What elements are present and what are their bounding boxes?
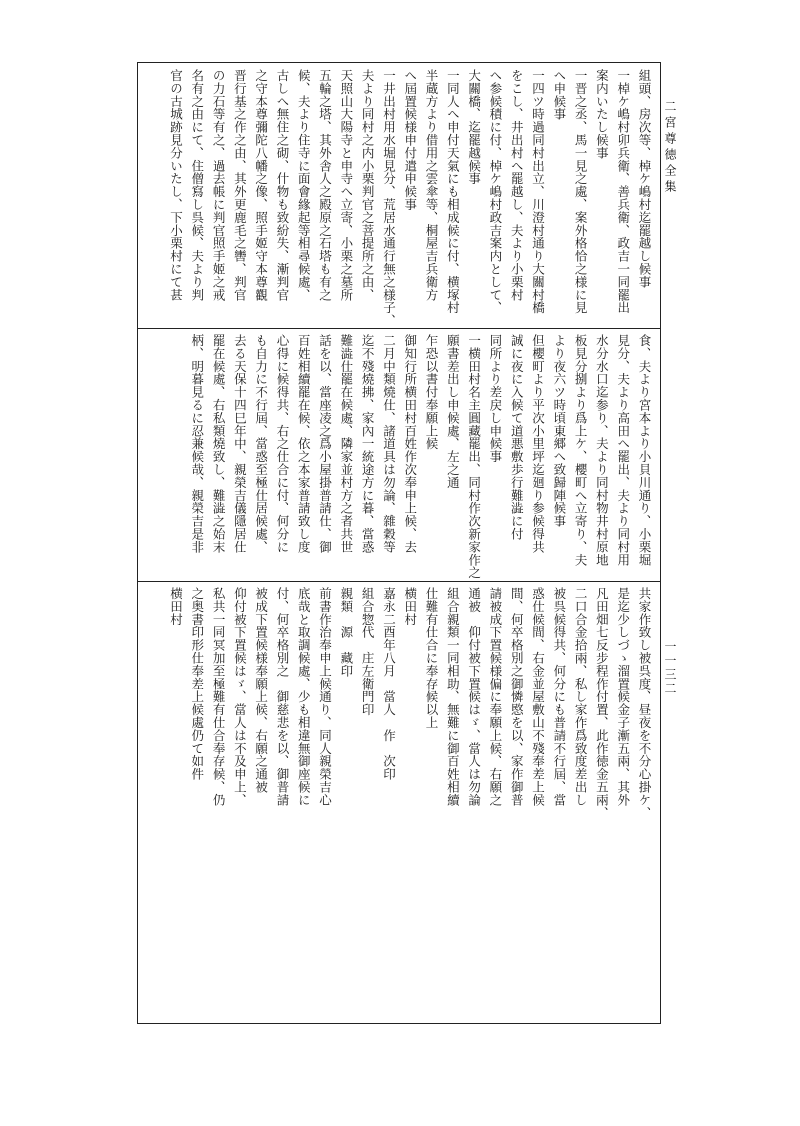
text-column: 古しへ無住之砌、什物も致紛失、漸判官 bbox=[274, 69, 290, 302]
text-column: 組合親類一同相助、無難に御百姓相續 bbox=[445, 587, 461, 807]
page-number: 一一三二 bbox=[663, 640, 677, 696]
text-column: 嘉永二酉年八月 當人 作 次印 bbox=[381, 587, 397, 781]
text-column: 案内いたし候事 bbox=[594, 69, 610, 160]
text-column: 一晋之丞、馬一見之處、案外格恰之様に見 bbox=[573, 69, 589, 315]
text-column: 食、夫より宮本より小貝川通り、小栗堀 bbox=[637, 334, 652, 567]
text-band-bottom bbox=[138, 581, 660, 1025]
text-column: の力石等有之、過去帳に判官照手姬之戒 bbox=[211, 69, 227, 302]
text-column: 夫より同村之内小栗判官之菩提所之由、 bbox=[360, 69, 376, 302]
text-column: 二口合金拾兩、私し家作爲致度差出し bbox=[573, 587, 589, 807]
text-column: も自力に不行屆、當惑至極仕居候處、 bbox=[253, 334, 269, 554]
text-column: 横田村 bbox=[402, 587, 418, 626]
text-column: 是迄少しづゝ溜置候金子漸五兩、其外 bbox=[615, 587, 631, 807]
text-column: 官の古城跡見分いたし、下小栗村にて甚 bbox=[168, 69, 184, 302]
text-column: 御知行所横田村百姓作次奉申上候、去 bbox=[402, 334, 418, 554]
text-column: 百姓相續罷在候、依之本家普請致し度 bbox=[296, 334, 312, 554]
text-column: 迄不殘燒拂、家內一統途方に暮、當惑 bbox=[360, 334, 376, 554]
text-column: 組頭、房次等、棹ケ嶋村迄罷越し候事 bbox=[637, 69, 652, 289]
text-column: 大關橋、迄罷越候事 bbox=[466, 69, 482, 186]
text-column: 天照山大陽寺と申寺へ立寄、小栗之墓所 bbox=[338, 69, 354, 302]
text-column: 難澁仕罷在候處、隣家並村方之者共世 bbox=[338, 334, 354, 554]
text-column: 私共一同冥加至極難有仕合奉存候、仍 bbox=[211, 587, 227, 807]
running-title: 二宮尊徳全集 bbox=[663, 100, 677, 196]
text-column: 親類 源 藏印 bbox=[338, 587, 354, 678]
text-column: 五輪之塔、其外舎人之殿原之石塔も有之 bbox=[317, 69, 333, 302]
text-column: へ参候積に付、棹ケ嶋村政吉案内として、 bbox=[487, 69, 503, 315]
text-column: より夜六ツ時頃東郷へ致歸陣候事 bbox=[551, 334, 567, 528]
text-column: 去る天保十四巳年中、親榮吉儀隱居仕 bbox=[232, 334, 248, 554]
text-column: 付、何卒格別之 御慈悲を以、御普請 bbox=[274, 587, 290, 807]
text-column: 誠に夜に入候て道悪敷歩行難澁に付 bbox=[509, 334, 525, 541]
text-column: 一井出村用水堀見分、荒居水通行無之様子、 bbox=[381, 69, 397, 327]
text-column: 共家作致し被呉度、昼夜を不分心掛ケ、 bbox=[637, 587, 652, 820]
text-column: 前書作治奉申上候通り、同人親榮吉心 bbox=[317, 587, 333, 807]
text-column: 心得に候得共、右之仕合に付、何分に bbox=[274, 334, 290, 554]
text-column: 横田村 bbox=[168, 587, 184, 626]
text-column: 候、夫より住寺に面會緣起等相尋候處、 bbox=[296, 69, 312, 302]
text-column: 水分水口迄参り、夫より同村物井村原地 bbox=[594, 334, 610, 567]
text-column: 同所より差戻し申候事 bbox=[487, 334, 503, 463]
text-column: 二月中類燒仕、諸道具は勿論、雜穀等 bbox=[381, 334, 397, 554]
text-column: 但櫻町より平次小里坪迄廻り参候得共 bbox=[530, 334, 546, 554]
text-column: 一横田村名主圓藏罷出、同村作次新家作之 bbox=[466, 334, 482, 580]
text-column: 願書差出し申候處、左之通 bbox=[445, 334, 461, 489]
text-band-middle bbox=[138, 328, 660, 581]
text-column: 板見分捌より爲上ケ、櫻町へ立寄り、夫 bbox=[573, 334, 589, 567]
text-column: 底哉と取調候處、少も相違無御座候に bbox=[296, 587, 312, 807]
text-column: 間、何卒格別之御憐愍を以、家作御普 bbox=[509, 587, 525, 807]
text-column: 凡田畑七反步程作付置、此作徳金五兩、 bbox=[594, 587, 610, 820]
text-column: 之守本尊彌陀八幡之像、照手姬守本尊觀 bbox=[253, 69, 269, 302]
text-column: 見分、夫より高田へ罷出、夫より同村用 bbox=[615, 334, 631, 567]
text-column: 請被成下置候様偏に奉願上候、右願之 bbox=[487, 587, 503, 807]
text-column: 半蔵方より借用之雲傘等、桐屋吉兵衛方 bbox=[424, 69, 440, 302]
text-column: へ申候事 bbox=[551, 69, 567, 121]
text-column: 一同人へ申付天氣にも相成候に付、横塚村 bbox=[445, 69, 461, 315]
text-column: 組合惣代 庄左衛門印 bbox=[360, 587, 376, 716]
text-column: 仰付被下置候はゞ、當人は不及申上、 bbox=[232, 587, 248, 807]
text-column: 一四ツ時過同村出立、川澄村通り大關村橋 bbox=[530, 69, 546, 315]
text-column: 話を以、當座凌之爲小屋掛普請仕、御 bbox=[317, 334, 333, 554]
text-band-top bbox=[138, 63, 660, 328]
text-column: 被成下置候様奉願上候、右願之通被 bbox=[253, 587, 269, 794]
text-column: 惑仕候間、右金並屋敷山不殘奉差上候 bbox=[530, 587, 546, 807]
text-column: 仕難有仕合に奉存候以上 bbox=[424, 587, 440, 729]
text-column: 晋行基之作之由、其外更鹿毛之轡、判官 bbox=[232, 69, 248, 302]
text-column: 通被 仰付被下置候はゞ、當人は勿論 bbox=[466, 587, 482, 807]
text-column: 一棹ケ嶋村卯兵衛、善兵衛、政吉一同罷出 bbox=[615, 69, 631, 315]
text-column: 乍恐以書付奉願上候 bbox=[424, 334, 440, 451]
text-column: 之奥書印形仕奉差上候處仍て如件 bbox=[189, 587, 205, 781]
text-column: 被呉候得共、何分にも普請不行屆、當 bbox=[551, 587, 567, 807]
text-column: をこし、井出村へ罷越し、夫より小栗村 bbox=[509, 69, 525, 302]
text-column: へ屆置候様申付遣申候事 bbox=[402, 69, 418, 211]
text-column: 罷在候處、右私類燒致し、難澁之始末 bbox=[211, 334, 227, 554]
page-frame bbox=[137, 62, 661, 1024]
text-column: 柄、明暮見るに忍兼候哉、親榮吉是非 bbox=[189, 334, 205, 554]
text-column: 名有之由にて、住僧寫し呉候、夫より判 bbox=[189, 69, 205, 302]
